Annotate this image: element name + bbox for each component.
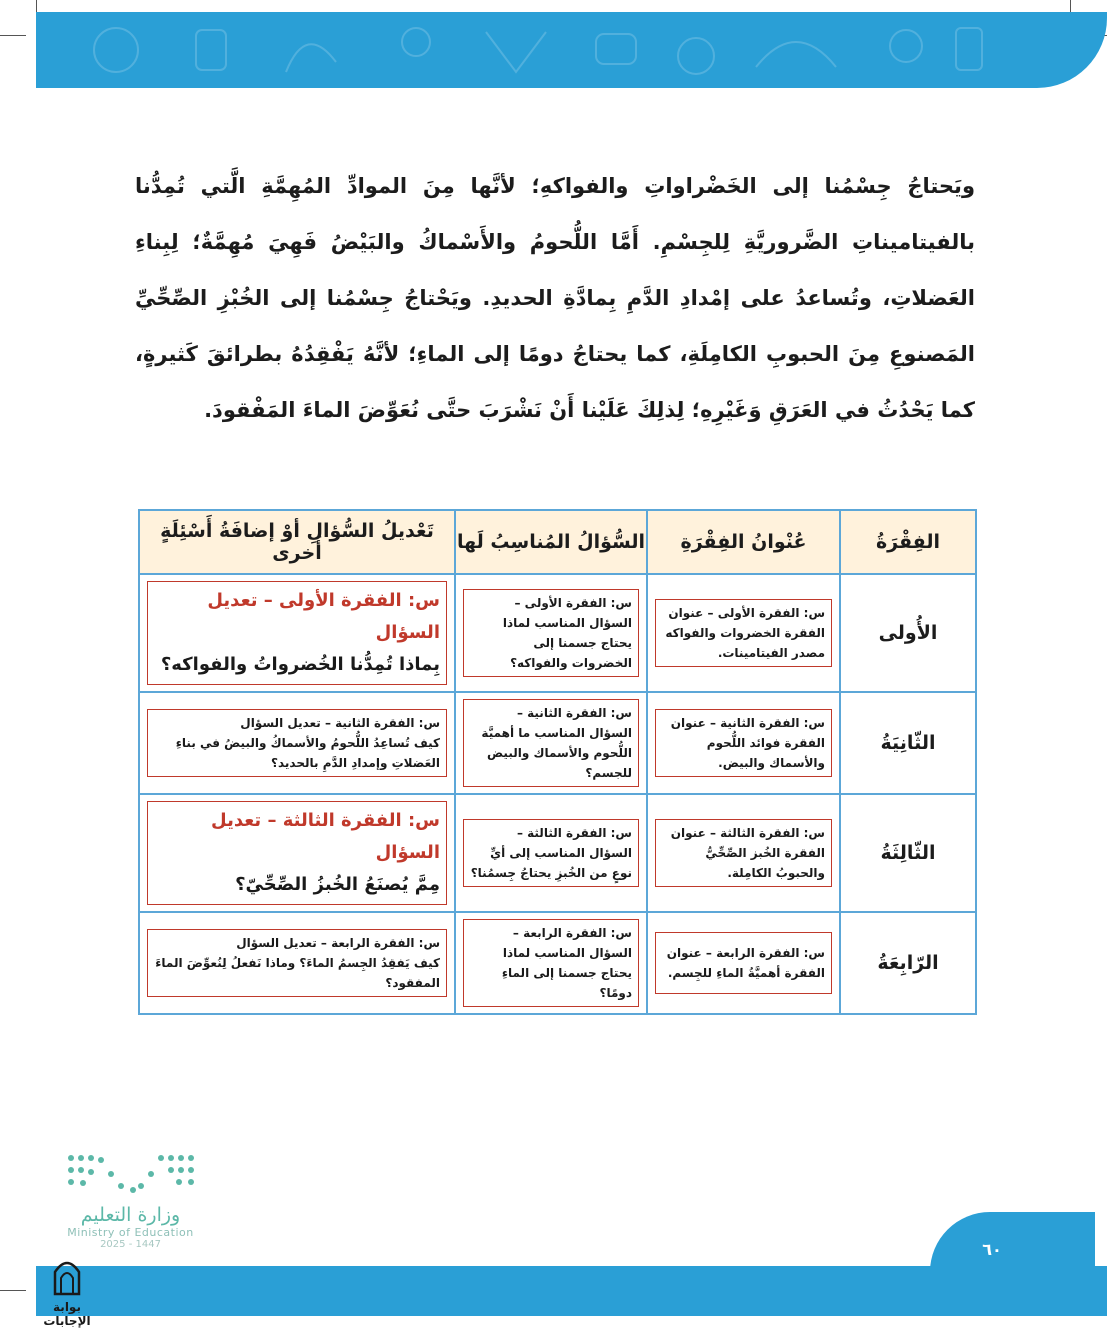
title-answer-box: س: الفقرة الثانية – عنوان الفقرة فوائد اللُّحوم والأسماك والبيض. — [655, 709, 832, 777]
table-header-row — [139, 510, 976, 574]
modify-answer-box — [147, 709, 447, 777]
crop-mark — [36, 0, 37, 12]
question-answer-box: س: الفقرة الرابعة – السؤال المناسب لماذا يحتاج جسمنا إلى الماءِ دومًا؟ — [463, 919, 639, 1007]
header-title: عُنْوانُ الفِقْرَةِ — [647, 510, 840, 574]
table-row — [139, 794, 976, 912]
title-answer-box: س: الفقرة الرابعة – عنوان الفقرة أهميَّةُ الماءِ للجِسم. — [655, 932, 832, 994]
question-answer-box: س: الفقرة الثانية – السؤال المناسب ما أهميَّة اللُّحوم والأسماك والبيض للجسم؟ — [463, 699, 639, 787]
row-number: الرّابِعَةُ — [840, 912, 976, 1014]
question-answer-box: س: الفقرة الأولى – السؤال المناسب لماذا يحتاج جسمنا إلى الخضروات والفواكه؟ — [463, 589, 639, 677]
table-row — [139, 692, 976, 794]
title-answer-box: س: الفقرة الثالثة – عنوان الفقرة الخُبز الصِّحِّيُّ والحبوبُ الكامِلة. — [655, 819, 832, 887]
watermark-text: بوابة الإجابات — [43, 1300, 91, 1328]
crop-mark — [1070, 0, 1071, 12]
modify-question: كيف تُساعِدُ اللُّحومُ والأسماكُ والبيضُ في بناءِ العَضلاتِ وإمدادِ الدَّمِ بالحديد؟ — [175, 736, 440, 770]
modify-question: مِمَّ يُصنَعُ الخُبزُ الصِّحِّيّ؟ — [235, 874, 440, 895]
header-modify: تَعْديلُ السُّؤالِ أوْ إضافَةُ أَسْئِلَةٍ أُخرى — [139, 510, 455, 574]
mosque-icon — [47, 1254, 87, 1296]
row-number: الأُولى — [840, 574, 976, 692]
modify-answer-box — [147, 929, 447, 997]
crop-mark — [0, 35, 26, 36]
modify-label: س: الفقرة الرابعة – تعديل السؤال — [236, 936, 440, 950]
ministry-dots-icon — [61, 1150, 201, 1200]
ministry-name-ar: وزارة التعليم — [80, 1204, 181, 1226]
modify-label: س: الفقرة الأولى – تعديل السؤال — [207, 590, 440, 643]
modify-question: بِماذا تُمِدُّنا الخُضرواتُ والفواكه؟ — [160, 654, 440, 675]
ministry-logo — [58, 1150, 203, 1250]
modify-question: كيف يَفقِدُ الجِسمُ الماءَ؟ وماذا نَفعلُ لِنُعوِّضَ الماءَ المفقود؟ — [155, 956, 440, 990]
question-answer-box: س: الفقرة الثالثة – السؤال المناسب إلى أيِّ نوعٍ من الخُبزِ يحتاجُ جِسمُنا؟ — [463, 819, 639, 887]
row-number: الثّانِيَةُ — [840, 692, 976, 794]
banner-pattern-icon — [36, 12, 1107, 88]
ministry-year: 2025 - 1447 — [100, 1239, 161, 1250]
header-question: السُّؤالُ المُناسِبُ لَها — [455, 510, 647, 574]
modify-label: س: الفقرة الثالثة – تعديل السؤال — [211, 810, 440, 863]
modify-answer-box — [147, 801, 447, 905]
paragraph-analysis-table — [138, 509, 977, 1015]
top-banner — [36, 12, 1107, 88]
watermark — [28, 1254, 106, 1328]
bottom-banner — [36, 1266, 1107, 1316]
body-paragraph: ويَحتاجُ جِسْمُنا إلى الخَضْراواتِ والفواكهِ؛ لأنَّها مِنَ الموادِّ المُهِمَّةِ الَّتي تُمِدُّنا بالفيتاميناتِ الضَّروريَّةِ لِلجِسْمِ. أَمَّا اللُّحومُ والأَسْماكُ والبَيْضُ فَهِيَ مُهِمَّةٌ؛ لِبِناءِ العَضلاتِ، وتُساعدُ على إمْدادِ الدَّمِ بِمادَّةِ الحديدِ. ويَحْتاجُ جِسْمُنا إلى الخُبْزِ الصِّحِّيِّ المَصنوعِ مِنَ الحبوبِ الكامِلَةِ، كما يحتاجُ دومًا إلى الماءِ؛ لأنَّهُ يَفْقِدُهُ بطرائقَ كَثيرةٍ، كما يَحْدُثُ في العَرَقِ وَغَيْرِهِ؛ لِذلِكَ عَلَيْنا أَنْ نَشْرَبَ حتَّى نُعَوِّضَ الماءَ المَفْقودَ. — [135, 174, 975, 422]
header-paragraph: الفِقْرَةُ — [840, 510, 976, 574]
modify-label: س: الفقرة الثانية – تعديل السؤال — [240, 716, 440, 730]
page-number: ٦٠ — [982, 1240, 1002, 1259]
table-row — [139, 912, 976, 1014]
row-number: الثّالِثَةُ — [840, 794, 976, 912]
bottom-banner-tab — [930, 1212, 1095, 1272]
title-answer-box: س: الفقرة الأولى – عنوان الفقرة الخضروات والفواكه مصدر الفيتامينات. — [655, 599, 832, 667]
table-row — [139, 574, 976, 692]
ministry-name-en: Ministry of Education — [67, 1226, 194, 1239]
modify-answer-box — [147, 581, 447, 685]
crop-mark — [0, 1290, 26, 1291]
